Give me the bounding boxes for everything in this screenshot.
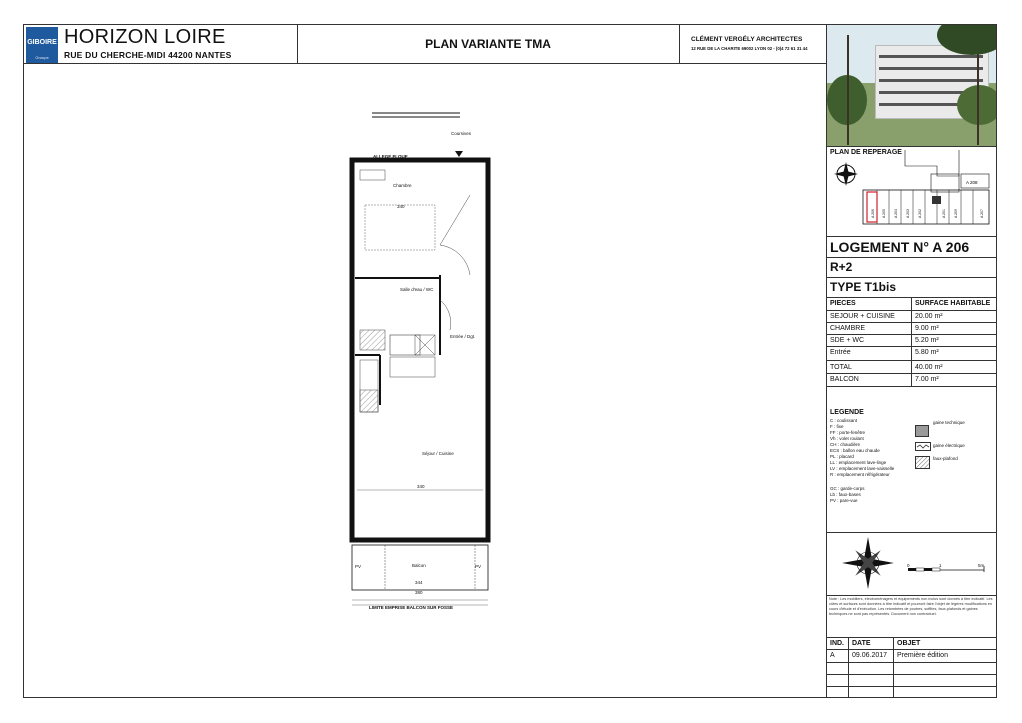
rev-row-line (826, 662, 997, 663)
rev-row-line (826, 649, 997, 650)
legend-item: GC : garde-corps (830, 486, 865, 491)
svg-text:A 205: A 205 (882, 209, 886, 218)
room-label-balcon: Balcon (412, 563, 426, 568)
pv-label-right: PV (475, 564, 482, 569)
surface-total-label: TOTAL (830, 364, 852, 371)
rev-row-line (826, 686, 997, 687)
room-label-sde: Salle d'eau / WC (400, 287, 434, 292)
surface-area: 20.00 m² (915, 313, 943, 320)
rev-header-date: DATE (852, 640, 871, 647)
dim-label-balcon: 344 (415, 580, 423, 585)
lot-type: TYPE T1bis (830, 280, 897, 294)
rev-date: 09.06.2017 (852, 652, 888, 659)
surface-room: SEJOUR + CUISINE (830, 313, 895, 320)
north-arrow-small (834, 162, 858, 186)
header-divider-2 (679, 24, 680, 64)
scale-bar (904, 560, 988, 576)
room-label-chambre: Chambre (393, 183, 412, 188)
dim-label-total: 380 (415, 590, 423, 595)
legend-item: Vh : volet roulant (830, 436, 864, 441)
legend-item: C : coulissant (830, 418, 858, 423)
giboire-logo: GIBOIRE Groupe (26, 27, 58, 63)
legend-item: ECS : ballon eau chaude (830, 448, 880, 453)
surface-row-line (826, 346, 997, 347)
svg-text:A 203: A 203 (906, 209, 910, 218)
legend-item: F : fixe (830, 424, 844, 429)
lot-divider-top (826, 236, 997, 237)
surface-row-line (826, 310, 997, 311)
surface-header-room: PIECES (830, 300, 856, 307)
plan-label-facade: Coursives (451, 131, 472, 136)
program-address: RUE DU CHERCHE-MIDI 44200 NANTES (64, 50, 232, 60)
surface-table-bottom (826, 386, 997, 387)
rev-col-2 (893, 637, 894, 698)
surface-room: SDE + WC (830, 337, 865, 344)
svg-text:A 208: A 208 (966, 180, 978, 185)
lot-number: LOGEMENT N° A 206 (830, 239, 970, 255)
svg-text:A 204: A 204 (894, 209, 898, 218)
note-divider (826, 595, 997, 596)
legend-item: LV : emplacement lave-vaisselle (830, 466, 895, 471)
scale-label: 0 (907, 563, 910, 568)
lot-divider-2 (826, 277, 997, 278)
header-divider (23, 63, 827, 64)
legend-item: R : emplacement réfrigérateur (830, 472, 890, 477)
svg-text:A 209: A 209 (954, 209, 958, 218)
rev-col-1 (848, 637, 849, 698)
legend-item: PV : pare-vue (830, 498, 858, 503)
rev-object: Première édition (897, 652, 948, 659)
plan-title: PLAN VARIANTE TMA (425, 37, 551, 51)
architect-name: CLÉMENT VERGÉLY ARCHITECTES (691, 36, 803, 43)
locator-plan (827, 146, 996, 236)
svg-text:A 207: A 207 (980, 209, 984, 218)
legend-list (830, 418, 894, 478)
gaine-technique-swatch (915, 425, 929, 437)
balcony-limit-note: LIMITE EMPRISE BALCON SUR FOSSE (369, 605, 454, 610)
surface-total-value: 40.00 m² (915, 364, 943, 371)
locator-title: PLAN DE REPERAGE (830, 149, 902, 156)
pv-label-left: PV (355, 564, 362, 569)
surface-area: 5.80 m² (915, 349, 939, 356)
surface-row-line (826, 373, 997, 374)
lot-divider-1 (826, 257, 997, 258)
dim-label-chambre: 340 (397, 204, 405, 209)
balcony-label: BALCON (830, 376, 859, 383)
rev-header-object: OBJET (897, 640, 921, 647)
legend-title: LEGENDE (830, 409, 864, 416)
surface-area: 5.20 m² (915, 337, 939, 344)
gaine-electrique-swatch (915, 442, 931, 451)
surface-area: 9.00 m² (915, 325, 939, 332)
architect-address: 12 RUE DE LA CHARITE 69002 LYON 02 - (0)4 72 61 31 44 (691, 46, 808, 51)
floor-plan (345, 105, 505, 615)
rev-row-line (826, 674, 997, 675)
rev-header-index: IND. (830, 640, 844, 647)
surface-row-line (826, 360, 997, 361)
surface-room: CHAMBRE (830, 325, 866, 332)
legend-right-item: gaine électrique (933, 443, 965, 448)
rev-index: A (830, 652, 835, 659)
svg-text:A 201: A 201 (942, 209, 946, 218)
building-photo (827, 25, 996, 146)
dim-label-sejour: 340 (417, 484, 425, 489)
legend-item: FF : porte-fenêtre (830, 430, 866, 435)
surface-header-area: SURFACE HABITABLE (915, 300, 991, 307)
scale-label: 5m (978, 563, 985, 568)
legend-item: PL : placard (830, 454, 854, 459)
legend-right-item: gaine technique (933, 420, 965, 425)
lot-level: R+2 (830, 260, 853, 274)
surface-room: Entrée (830, 349, 851, 356)
compass-rose-icon (838, 534, 898, 592)
plan-label-allege: ALLEGE FLOUE (373, 154, 408, 159)
disclaimer-note: Note : Les mobiliers, électroménagers et équipements non inclus sont donnés à titre indicatif. Les côtes et surfaces sont données à titre indicatif et pourront faire l'objet de légères modifications en cours d'étude et d'exécution. Les retombées de poutres, soffites, faux-plafonds et gaines techniques ne sont pas représentés. Document non contractuel. (829, 597, 993, 616)
legend-list-2 (830, 486, 865, 504)
legend-item: Lb : faux-bases (830, 492, 861, 497)
balcony-value: 7.00 m² (915, 376, 939, 383)
legend-right-item: faux-plafond (933, 456, 958, 461)
legend-item: LL : emplacement lave-linge (830, 460, 887, 465)
surface-row-line (826, 322, 997, 323)
surface-row-line (826, 334, 997, 335)
faux-plafond-swatch (915, 456, 930, 469)
compass-divider (826, 532, 997, 533)
room-label-entree: Entrée / Dgt. (450, 334, 476, 339)
room-label-sejour: Séjour / Cuisine (422, 451, 454, 456)
legend-item: CH : chaudière (830, 442, 861, 447)
svg-text:A 202: A 202 (918, 209, 922, 218)
scale-label: 1 (939, 563, 942, 568)
svg-text:A 206: A 206 (871, 209, 875, 218)
program-name: HORIZON LOIRE (64, 26, 226, 48)
rev-divider-top (826, 637, 997, 638)
